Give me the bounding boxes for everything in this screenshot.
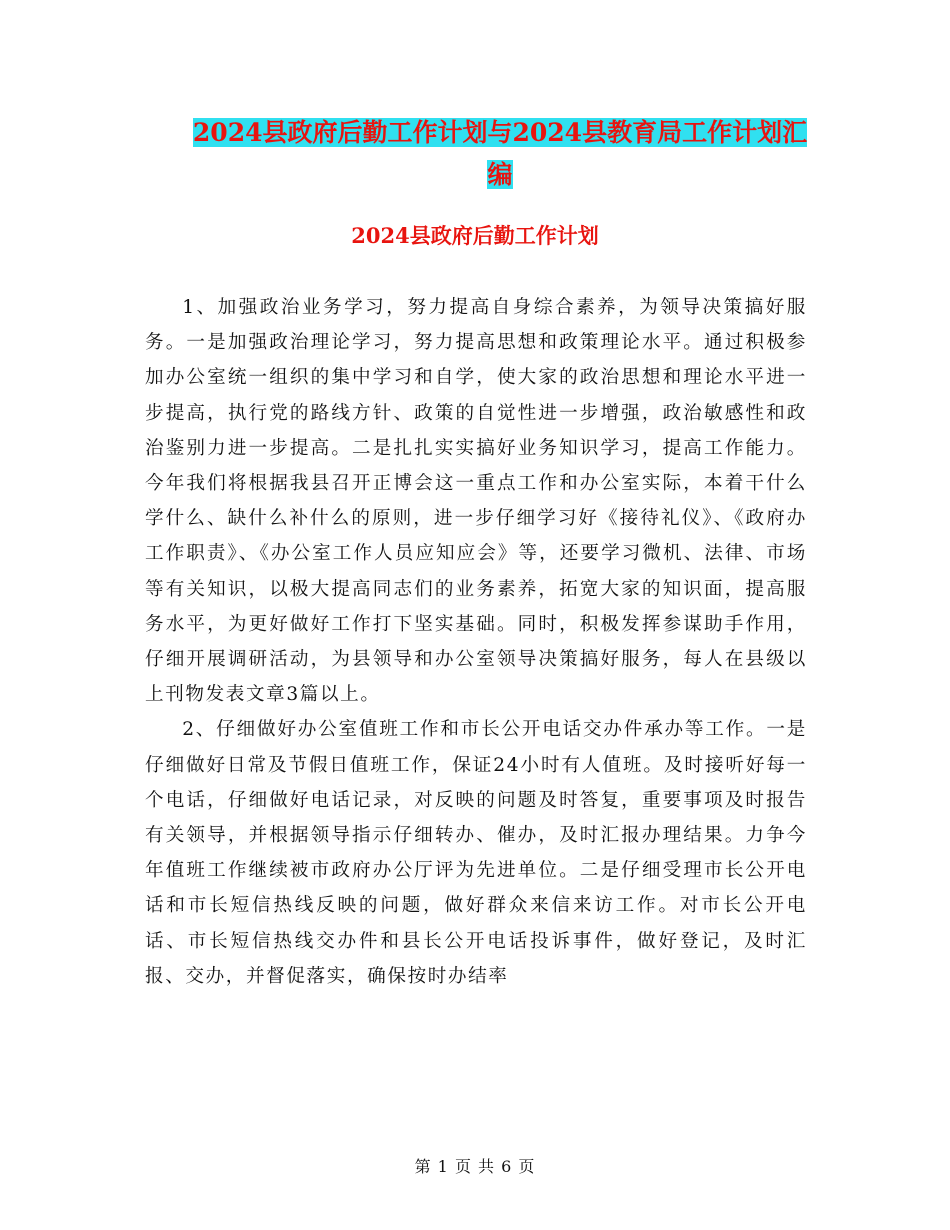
document-body (145, 290, 807, 994)
document-title-line-1: 2024县政府后勤工作计划与2024县教育局工作计划汇 (192, 118, 808, 147)
page-footer: 第 1 页 共 6 页 (414, 1157, 536, 1176)
document-title (140, 112, 860, 196)
paragraph-2: 2、仔细做好办公室值班工作和市长公开电话交办件承办等工作。一是仔细做好日常及节假日值班工作，保证24小时有人值班。及时接听好每一个电话，仔细做好电话记录，对反映的问题及时答复，重要事项及时报告有关领导，并根据领导指示仔细转办、催办，及时汇报办理结果。力争今年值班工作继续被市政府办公厅评为先进单位。二是仔细受理市长公开电话和市长短信热线反映的问题，做好群众来信来访工作。对市长公开电话、市长短信热线交办件和县长公开电话投诉事件，做好登记，及时汇报、交办，并督促落实，确保按时办结率 (145, 719, 807, 987)
section-title: 2024县政府后勤工作计划 (351, 223, 599, 248)
paragraph-1: 1、加强政治业务学习，努力提高自身综合素养，为领导决策搞好服务。一是加强政治理论学习，努力提高思想和政策理论水平。通过积极参加办公室统一组织的集中学习和自学，使大家的政治思想和理论水平进一步提高，执行党的路线方针、政策的自觉性进一步增强，政治敏感性和政治鉴别力进一步提高。二是扎扎实实搞好业务知识学习，提高工作能力。今年我们将根据我县召开正博会这一重点工作和办公室实际，本着干什么学什么、缺什么补什么的原则，进一步仔细学习好《接待礼仪》、《政府办工作职责》、《办公室工作人员应知应会》等，还要学习微机、法律、市场等有关知识，以极大提高同志们的业务素养，拓宽大家的知识面，提高服务水平，为更好做好工作打下坚实基础。同时，积极发挥参谋助手作用，仔细开展调研活动，为县领导和办公室领导决策搞好服务，每人在县级以上刊物发表文章3篇以上。 (145, 297, 807, 706)
document-title-line-2: 编 (487, 160, 513, 189)
